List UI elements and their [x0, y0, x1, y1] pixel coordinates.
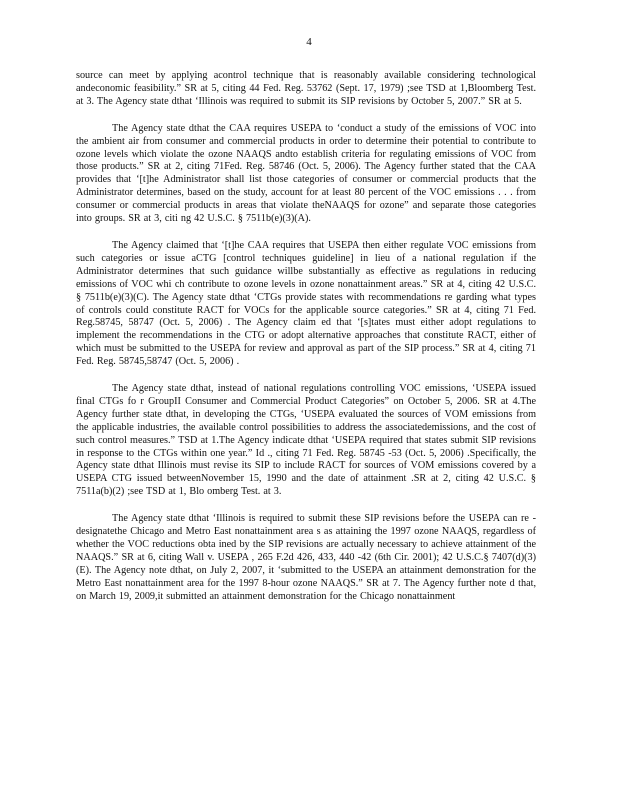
- paragraph-3: The Agency claimed that ‘[t]he CAA requires that USEPA then either regulate VOC emissions from such categories or issue aCTG [control techniques guideline] in lieu of a national regulation if the Administrator determines that such guidance willbe substantially as effective as regulations in reducing emissions of VOC whi ch contribute to ozone levels in ozone nonattainment areas.” SR at 4, citing 42 U.S.C. § 7511b(e)(3)(C). The Agency state dthat ‘CTGs provide states with recommendations re garding what types of controls could constitute RACT for VOCs for the applicable source categories.” SR at 4, citing 71 Fed. Reg.58745, 58747 (Oct. 5, 2006) . The Agency claim ed that ‘[s]tates must either adopt regulations to implement the recommendations in the CTG or adopt alternative approaches that constitute RACT, either of which must be submitted to the USEPA for review and approval as part of the SIP process.” SR at 4, citing 71 Fed. Reg. 58745,58747 (Oct. 5, 2006) .: [76, 239, 536, 368]
- document-body: [76, 70, 536, 618]
- paragraph-5: The Agency state dthat ‘Illinois is required to submit these SIP revisions before the USEPA can re -designatethe Chicago and Metro East nonattainment area s as attaining the 1997 ozone NAAQS, regardless of whether the VOC reductions obta ined by the SIP revisions are actually necessary to achieve attainment of the NAAQS.” SR at 6, citing Wall v. USEPA , 265 F.2d 426, 433, 440 -42 (6th Cir. 2001); 42 U.S.C.§ 7407(d)(3)(E). The Agency note dthat, on July 2, 2007, it ‘submitted to the USEPA an attainment demonstration for the Metro East nonattainment area for the 1997 8-hour ozone NAAQS.” SR at 7. The Agency further note d that, on March 19, 2009,it submitted an attainment demonstration for the Chicago nonattainment: [76, 513, 536, 602]
- page-number: 4: [306, 36, 312, 48]
- paragraph-1: source can meet by applying acontrol technique that is reasonably available considering technological andeconomic feasibility.” SR at 5, citing 44 Fed. Reg. 53762 (Sept. 17, 1979) ;see TSD at 1,Bloomberg Test. at 3. The Agency state dthat ‘Illinois was required to submit its SIP revisions by October 5, 2007.” SR at 5.: [76, 70, 536, 107]
- paragraph-2: The Agency state dthat the CAA requires USEPA to ‘conduct a study of the emissions of VOC into the ambient air from consumer and commercial products in order to determine their potential to contribute to ozone levels which violate the ozone NAAQS andto establish criteria for regulating emissions of VOC from those products.” SR at 2, citing 71Fed. Reg. 58746 (Oct. 5, 2006). The Agency further stated that the CAA provides that ‘[t]he Administrator shall list those categories of consumer or commercial products that the Administrator determines, based on the study, account for at least 80 percent of the VOC emissions . . . from consumer or commercial products in areas that violate theNAAQS for ozone” and separate those categories into groups. SR at 3, citi ng 42 U.S.C. § 7511b(e)(3)(A).: [76, 122, 536, 225]
- paragraph-4: The Agency state dthat, instead of national regulations controlling VOC emissions, ‘USEPA issued final CTGs fo r GroupII Consumer and Commercial Product Categories” on October 5, 2006. SR at 4.The Agency further state dthat, in developing the CTGs, ‘USEPA evaluated the sources of VOM emissions from the applicable industries, the available control possibilities to address the associatedemissions, and the cost of such control measures.” TSD at 1.The Agency indicate dthat ‘USEPA required that states submit SIP revisions in response to the CTGs within one year.” Id ., citing 71 Fed. Reg. 58745 -53 (Oct. 5, 2006) .Specifically, the Agency state dthat Illinois must revise its SIP to include RACT for sources of VOM emissions covered by a USEPA CTG issued betweenNovember 15, 1990 and the date of attainment .SR at 2, citing 42 U.S.C. § 7511a(b)(2) ;see TSD at 1, Blo omberg Test. at 3.: [76, 383, 536, 498]
